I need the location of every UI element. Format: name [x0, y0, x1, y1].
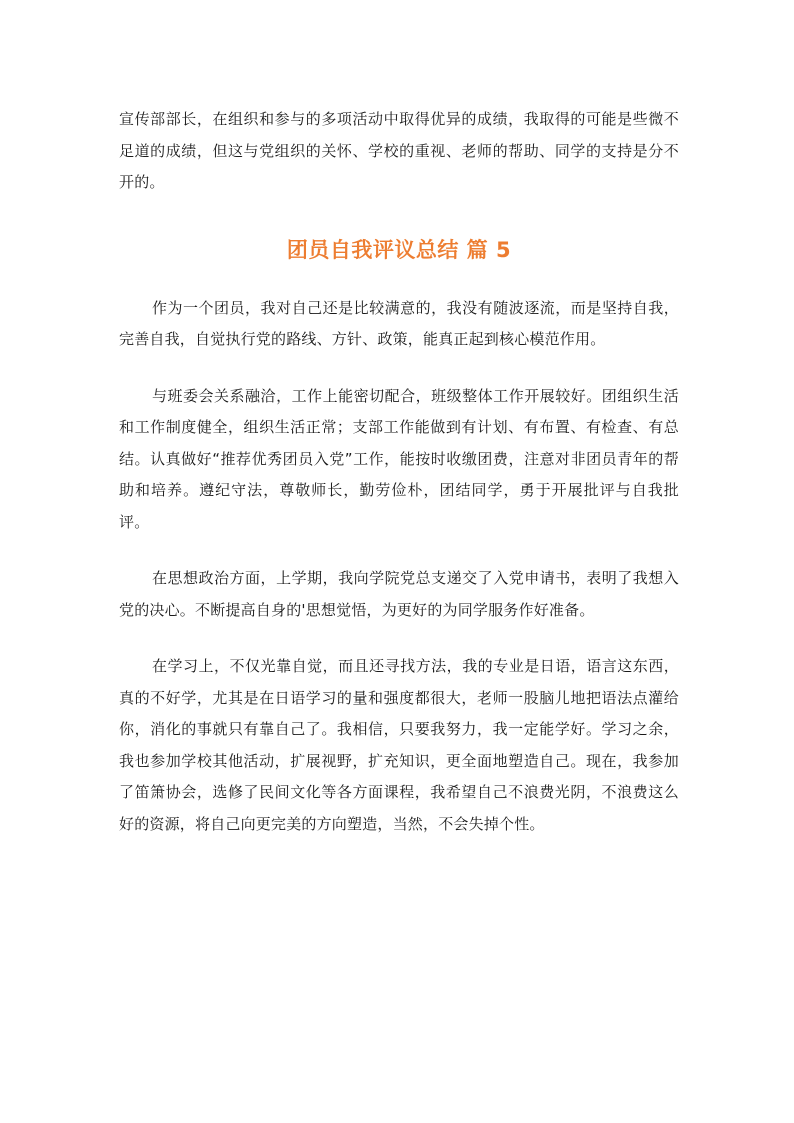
paragraph-3: 在思想政治方面，上学期，我向学院党总支递交了入党申请书，表明了我想入党的决心。不断提高自身的'思想觉悟，为更好的为同学服务作好准备。: [119, 569, 679, 619]
paragraph-1: 作为一个团员，我对自己还是比较满意的，我没有随波逐流，而是坚持自我，完善自我，自觉执行党的路线、方针、政策，能真正起到核心模范作用。: [119, 298, 679, 348]
paragraph-2: 与班委会关系融洽，工作上能密切配合，班级整体工作开展较好。团组织生活和工作制度健全，组织生活正常；支部工作能做到有计划、有布置、有检查、有总结。认真做好“推荐优秀团员入党”工作，能按时收缴团费，注意对非团员青年的帮助和培养。遵纪守法，尊敬师长，勤劳俭朴，团结同学，勇于开展批评与自我批评。: [119, 386, 679, 531]
intro-paragraph: 宣传部部长，在组织和参与的多项活动中取得优异的成绩，我取得的可能是些微不足道的成绩，但这与党组织的关怀、学校的重视、老师的帮助、同学的支持是分不开的。: [119, 110, 679, 191]
document-body: [119, 104, 679, 840]
section-title: 团员自我评议总结 篇 5: [286, 237, 512, 262]
paragraph-4: 在学习上，不仅光靠自觉，而且还寻找方法，我的专业是日语，语言这东西，真的不好学，尤其是在日语学习的量和强度都很大，老师一股脑儿地把语法点灌给你，消化的事就只有靠自己了。我相信，只要我努力，我一定能学好。学习之余，我也参加学校其他活动，扩展视野，扩充知识，更全面地塑造自己。现在，我参加了笛箫协会，选修了民间文化等各方面课程，我希望自己不浪费光阴，不浪费这么好的资源，将自己向更完美的方向塑造，当然，不会失掉个性。: [119, 657, 679, 833]
